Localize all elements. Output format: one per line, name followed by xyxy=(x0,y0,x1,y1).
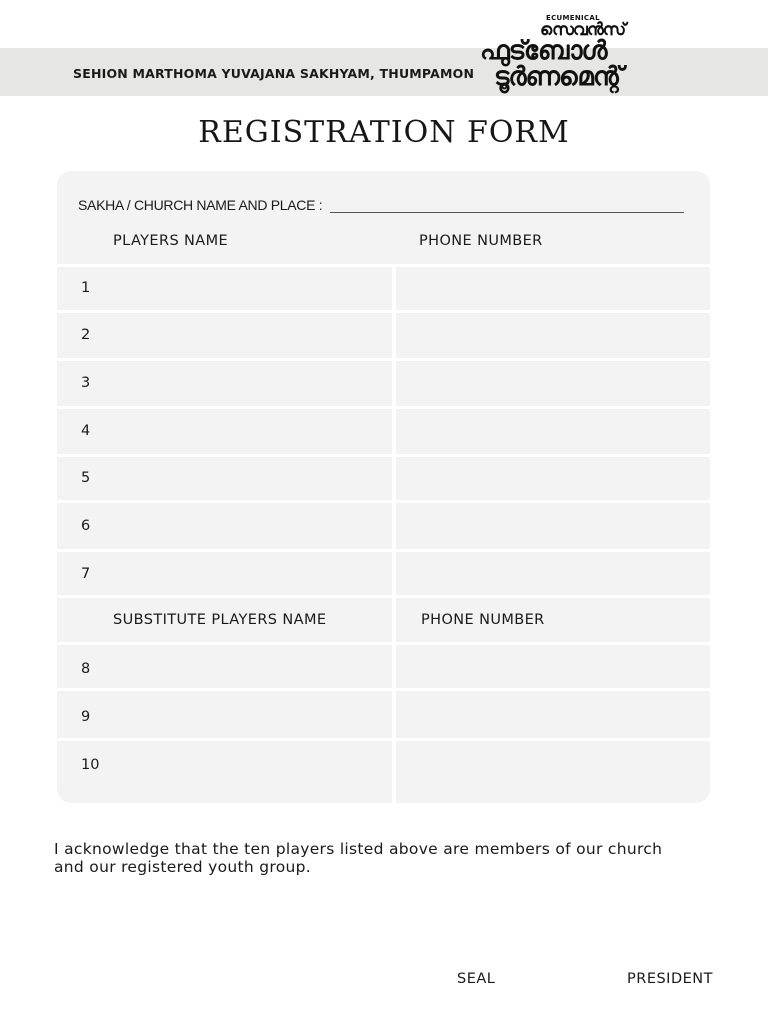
row-divider xyxy=(57,264,710,267)
tournament-logo xyxy=(478,12,668,100)
logo-small-text: ECUMENICAL xyxy=(546,14,600,22)
player-row-number: 2 xyxy=(81,327,91,343)
phone-number-header: PHONE NUMBER xyxy=(419,233,543,249)
row-divider xyxy=(57,738,710,741)
registration-table xyxy=(57,171,710,803)
row-divider xyxy=(57,642,710,645)
sakha-input-line[interactable] xyxy=(330,212,684,213)
logo-line-2: ഫുട്ബോൾ xyxy=(480,36,607,66)
row-divider xyxy=(57,549,710,552)
logo-line-3: ടൂർണമെന്റ് xyxy=(494,62,623,92)
row-divider xyxy=(57,595,710,598)
substitute-row-number: 10 xyxy=(81,757,100,773)
player-row-number: 7 xyxy=(81,566,91,582)
organization-name: SEHION MARTHOMA YUVAJANA SAKHYAM, THUMPAMON xyxy=(73,66,475,81)
logo-line-1: സെവൻസ് xyxy=(540,20,626,40)
player-row-number: 5 xyxy=(81,470,91,486)
substitute-players-header: SUBSTITUTE PLAYERS NAME xyxy=(113,612,327,628)
row-divider xyxy=(57,454,710,457)
player-row-number: 1 xyxy=(81,280,91,296)
form-title: REGISTRATION FORM xyxy=(198,115,570,150)
substitute-row-number: 8 xyxy=(81,661,91,677)
player-row-number: 4 xyxy=(81,423,91,439)
row-divider xyxy=(57,358,710,361)
substitute-row-number: 9 xyxy=(81,709,91,725)
player-row-number: 6 xyxy=(81,518,91,534)
player-row-number: 3 xyxy=(81,375,91,391)
row-divider xyxy=(57,688,710,691)
row-divider xyxy=(57,406,710,409)
column-divider xyxy=(392,264,396,803)
president-label: PRESIDENT xyxy=(627,971,713,987)
row-divider xyxy=(57,310,710,313)
players-name-header: PLAYERS NAME xyxy=(113,233,229,249)
sakha-label: SAKHA / CHURCH NAME AND PLACE : xyxy=(78,197,323,213)
substitute-phone-header: PHONE NUMBER xyxy=(421,612,545,628)
acknowledgement-text: I acknowledge that the ten players listed above are members of our church and our registered youth group. xyxy=(54,840,663,876)
seal-label: SEAL xyxy=(457,971,496,987)
row-divider xyxy=(57,500,710,503)
